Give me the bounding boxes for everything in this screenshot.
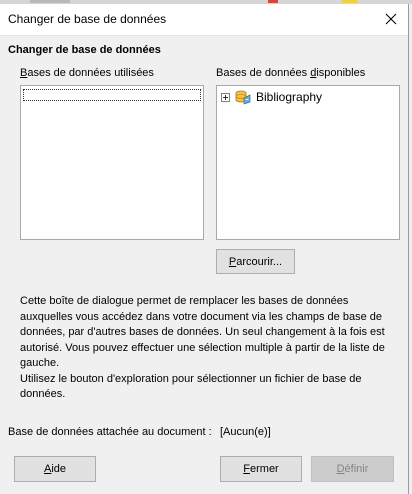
attached-database-value: [Aucun(e)]: [220, 426, 271, 438]
button-label: ide: [51, 463, 67, 475]
accelerator-letter: B: [20, 67, 28, 79]
tree-item-label: Bibliography: [256, 90, 323, 104]
used-databases-label: [20, 67, 154, 79]
toolbar-fragment: [342, 0, 358, 3]
toolbar-fragment: [30, 0, 70, 3]
tree-item[interactable]: [221, 90, 322, 104]
accelerator-letter: D: [336, 463, 345, 475]
button-label: arcourir...: [236, 255, 283, 268]
close-button[interactable]: [220, 456, 302, 482]
toolbar-fragment: [268, 0, 278, 3]
available-databases-tree[interactable]: [216, 85, 400, 240]
accelerator-letter: d: [310, 67, 317, 79]
database-icon: [235, 89, 251, 105]
exchange-database-dialog: [0, 4, 409, 494]
close-icon[interactable]: [380, 8, 402, 30]
title-bar[interactable]: [0, 4, 408, 36]
label-text: isponibles: [316, 67, 366, 79]
label-text: Bases de données: [216, 67, 311, 79]
used-databases-list[interactable]: [20, 85, 204, 240]
accelerator-letter: F: [243, 463, 250, 475]
window-title: Changer de base de données: [8, 12, 167, 26]
define-button[interactable]: [311, 456, 394, 482]
dialog-heading: Changer de base de données: [8, 44, 161, 56]
description-paragraph: Utilisez le bouton d'exploration pour sélectionner un fichier de base de données.: [20, 372, 362, 400]
label-text: ases de données utilisées: [27, 67, 154, 79]
button-label: ermer: [250, 463, 279, 475]
description-paragraph: Cette boîte de dialogue permet de remplacer les bases de données auxquelles vous accédez dans votre document via les champs de base de données, par d'autres bases de données. Un seul changement à la fois est autorisé. Vous pouvez effectuer une sélection multiple à partir de la liste de gauche.: [20, 295, 385, 369]
expand-plus-icon[interactable]: [221, 93, 230, 102]
accelerator-letter: A: [43, 463, 52, 475]
help-button[interactable]: [14, 456, 96, 482]
focus-rectangle: [23, 89, 201, 101]
available-databases-label: [216, 67, 365, 79]
browse-button[interactable]: [216, 249, 295, 274]
accelerator-letter: P: [228, 255, 237, 268]
attached-database-label: Base de données attachée au document :: [8, 426, 212, 438]
description-text: [20, 294, 394, 403]
button-label: éfinir: [344, 463, 369, 475]
